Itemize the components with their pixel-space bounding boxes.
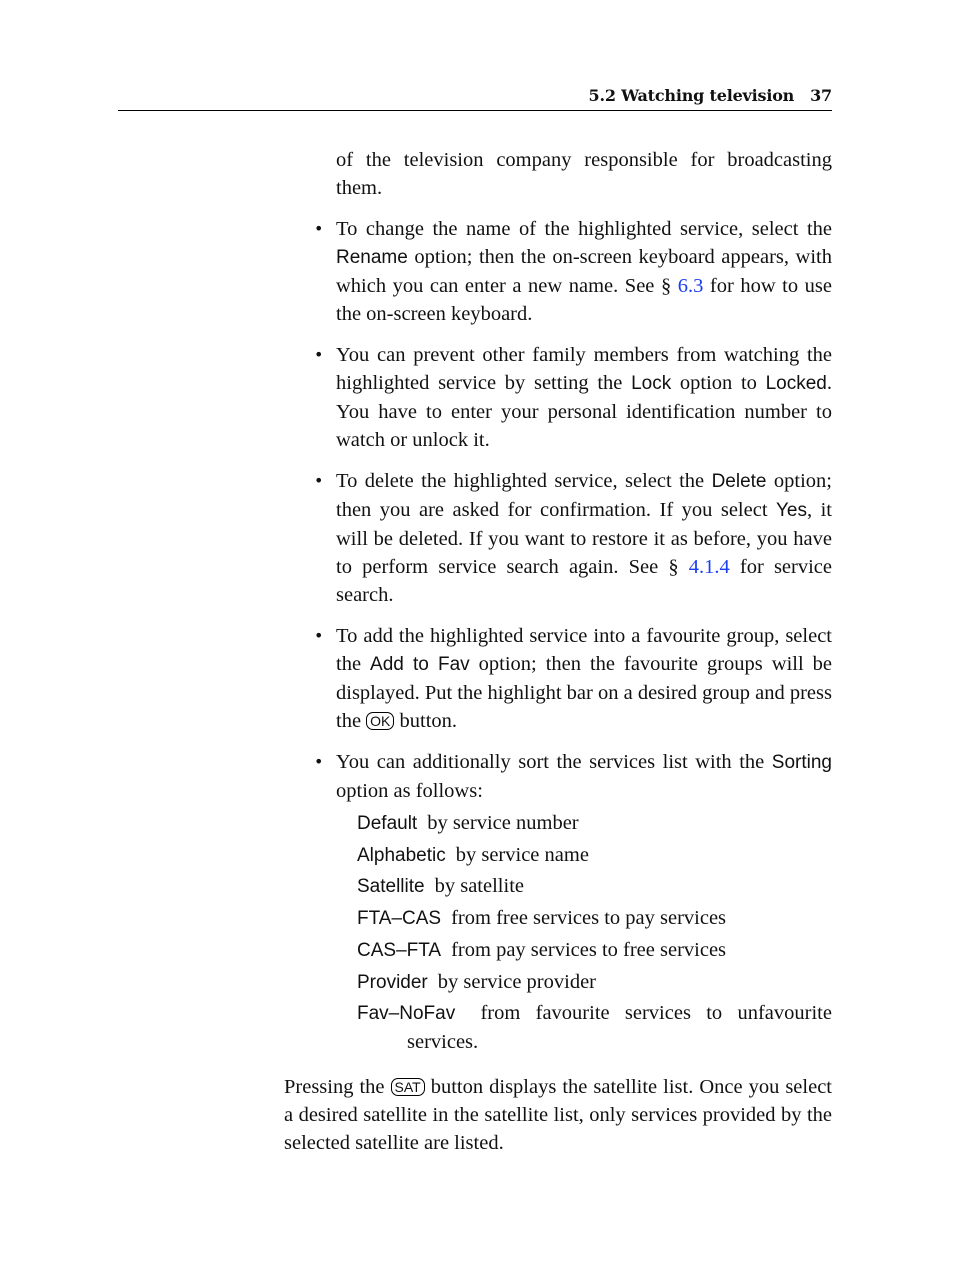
sorting-desc: from pay services to free services (451, 938, 727, 961)
section-link-6-3[interactable]: 6.3 (677, 275, 704, 297)
bullet-text: To add the highlighted service into a favourite group, select the (336, 625, 832, 675)
option-yes: Yes (776, 500, 807, 521)
paragraph-text: Pressing the (284, 1076, 391, 1098)
option-delete: Delete (711, 471, 767, 492)
bullet-dot-icon: • (314, 219, 324, 238)
sorting-desc: by service provider (437, 970, 596, 993)
section-title: 5.2 Watching television (588, 86, 795, 105)
bullet-list (304, 215, 832, 818)
option-locked: Locked (765, 373, 827, 394)
sorting-desc: by service name (455, 843, 589, 866)
sorting-item (357, 967, 832, 999)
bullet-text: option; then you are asked for confirmation. If you select (336, 470, 832, 521)
bullet-text: To delete the highlighted service, select the (336, 470, 712, 492)
ok-key-icon: OK (366, 712, 394, 730)
bullet-text: option; then the favourite groups will be displayed. Put the highlight bar on a desired group and press the (336, 653, 832, 732)
bullet-text: , it will be deleted. If you want to restore it as before, you have to perform service search again. See § (336, 499, 832, 578)
bullet-dot-icon: • (314, 345, 324, 364)
bullet-add-to-fav (304, 622, 832, 735)
bullet-text: To change the name of the highlighted service, select the (336, 218, 832, 240)
sorting-desc-word: favourite (535, 1002, 610, 1025)
sorting-options-list (357, 808, 832, 1054)
option-rename: Rename (336, 247, 408, 268)
sorting-term: Default (357, 813, 418, 834)
sorting-desc-word: from (480, 1002, 521, 1025)
bullet-sorting (304, 748, 832, 805)
sorting-term: Alphabetic (357, 844, 446, 866)
sorting-item (357, 808, 832, 840)
page-number: 37 (810, 86, 832, 105)
bullet-text: for service search. (336, 556, 832, 606)
sorting-desc-continuation: services. (407, 1030, 479, 1053)
sorting-desc-word: to (706, 1002, 723, 1025)
option-sorting: Sorting (771, 752, 832, 773)
running-header (118, 86, 832, 111)
option-add-to-fav: Add to Fav (370, 654, 470, 675)
sorting-item (357, 840, 832, 872)
bullet-text: . You have to enter your personal identification number to watch or unlock it. (336, 372, 832, 451)
bullet-text: option as follows: (336, 780, 483, 802)
section-link-4-1-4[interactable]: 4.1.4 (688, 556, 730, 578)
bullet-lock (304, 341, 832, 454)
sat-key-icon: SAT (391, 1078, 425, 1096)
bullet-text: option; then the on-screen keyboard appears, with which you can enter a new name. See § (336, 246, 832, 297)
sorting-item (357, 903, 832, 935)
sorting-desc: by satellite (434, 875, 524, 898)
option-lock: Lock (631, 373, 672, 394)
sorting-term: Provider (357, 971, 428, 993)
bullet-dot-icon: • (314, 752, 324, 771)
bullet-text: option to (671, 372, 766, 394)
bullet-dot-icon: • (314, 626, 324, 645)
bullet-rename (304, 215, 832, 328)
sorting-item (357, 935, 832, 967)
sorting-term: Satellite (357, 876, 425, 898)
sorting-term: CAS–FTA (357, 939, 442, 961)
closing-paragraph (284, 1073, 832, 1157)
sorting-item (357, 998, 832, 1030)
sorting-desc: from free services to pay services (451, 907, 727, 930)
sorting-item (357, 871, 832, 903)
sorting-term: Fav–NoFav (357, 1003, 456, 1025)
bullet-dot-icon: • (314, 471, 324, 490)
sorting-desc: by service number (427, 812, 579, 834)
sorting-desc-word: unfavourite (737, 1002, 832, 1025)
intro-paragraph: of the television company responsible for broadcasting them. (336, 149, 832, 199)
bullet-text: You can prevent other family members from watching the highlighted service by setting the (336, 344, 832, 394)
bullet-text: You can additionally sort the services list with the (336, 751, 772, 773)
sorting-desc-word: services (624, 1002, 691, 1025)
paragraph-text: button displays the satellite list. Once you select a desired satellite in the satellite list, only services provided by the selected satellite are listed. (284, 1076, 832, 1154)
bullet-text: button. (394, 710, 458, 732)
bullet-text: for how to use the on-screen keyboard. (336, 275, 832, 325)
sorting-term: FTA–CAS (357, 908, 442, 930)
bullet-delete (304, 467, 832, 609)
